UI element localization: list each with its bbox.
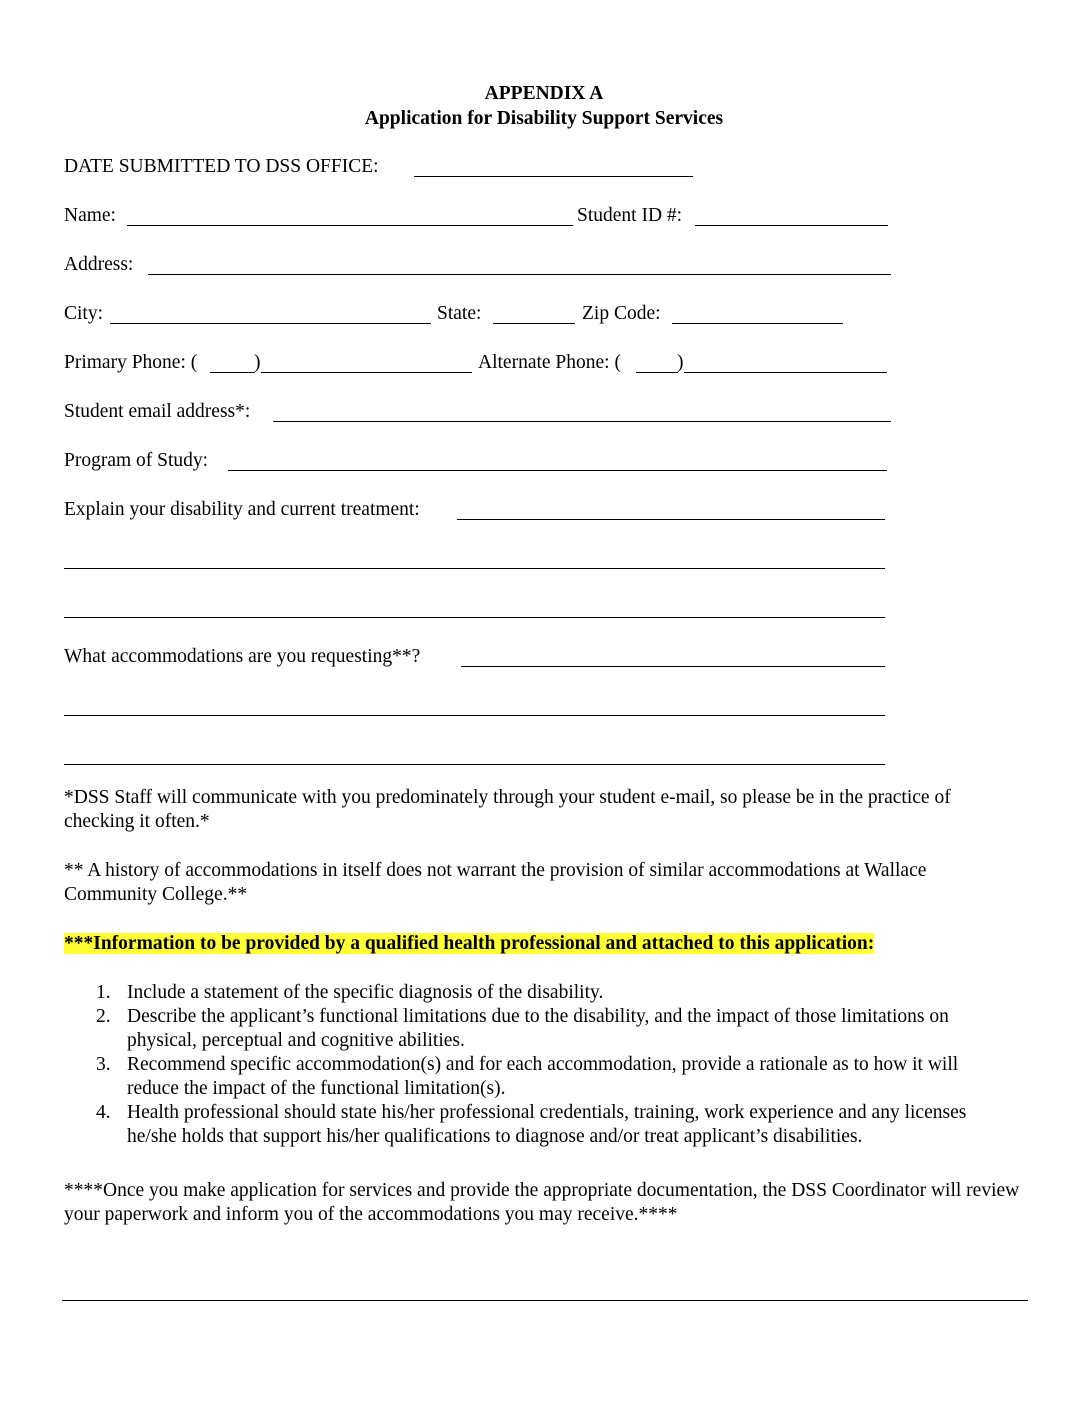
alternate-area-code-field[interactable] (636, 372, 678, 373)
requirements-list (64, 981, 1014, 1149)
name-label: Name: (64, 205, 116, 226)
accommodations-field-line-2[interactable] (64, 715, 885, 716)
address-label: Address: (64, 254, 134, 275)
program-label: Program of Study: (64, 450, 209, 471)
state-field[interactable] (493, 323, 575, 324)
disability-field-line-1[interactable] (457, 519, 885, 520)
disability-field-line-3[interactable] (64, 617, 885, 618)
disability-field-line-2[interactable] (64, 568, 885, 569)
primary-phone-field[interactable] (261, 372, 472, 373)
email-note: *DSS Staff will communicate with you predominately through your student e-mail, so please be in the practice of checking it often.* (64, 787, 951, 832)
primary-area-code-field[interactable] (210, 372, 255, 373)
primary-phone-label: Primary Phone: ( (64, 352, 198, 373)
footer-divider (62, 1300, 1028, 1301)
accommodations-label: What accommodations are you requesting**? (64, 646, 421, 667)
page-title: Application for Disability Support Services (364, 108, 724, 129)
date-submitted-field[interactable] (414, 176, 693, 177)
student-id-field[interactable] (695, 225, 888, 226)
state-label: State: (437, 303, 482, 324)
list-item: 4. Health professional should state his/her professional credentials, training, work experience and any licenses he/she holds that support his/her qualifications to diagnose and/or treat applicant’s disabilities. (96, 1102, 967, 1147)
student-id-label: Student ID #: (577, 205, 683, 226)
address-field[interactable] (148, 274, 891, 275)
highlighted-instruction: ***Information to be provided by a qualified health professional and attached to this application: (64, 933, 875, 954)
appendix-heading: APPENDIX A (484, 83, 604, 104)
alternate-phone-label: Alternate Phone: ( (478, 352, 621, 373)
history-note: ** A history of accommodations in itself does not warrant the provision of similar accommodations at Wallace Community College.** (64, 860, 927, 905)
disability-label: Explain your disability and current treatment: (64, 499, 420, 520)
name-field[interactable] (127, 225, 573, 226)
city-field[interactable] (110, 323, 431, 324)
program-field[interactable] (228, 470, 887, 471)
city-label: City: (64, 303, 104, 324)
accommodations-field-line-1[interactable] (461, 666, 885, 667)
email-field[interactable] (273, 421, 891, 422)
list-item: 2. Describe the applicant’s functional limitations due to the disability, and the impact of those limitations on physical, perceptual and cognitive abilities. (96, 1006, 949, 1051)
zip-field[interactable] (672, 323, 843, 324)
alternate-paren-close: ) (677, 352, 684, 373)
accommodations-field-line-3[interactable] (64, 764, 885, 765)
zip-label: Zip Code: (582, 303, 661, 324)
list-item: 1. Include a statement of the specific diagnosis of the disability. (96, 982, 604, 1003)
alternate-phone-field[interactable] (684, 372, 887, 373)
date-submitted-label: DATE SUBMITTED TO DSS OFFICE: (64, 156, 379, 177)
email-label: Student email address*: (64, 401, 251, 422)
primary-paren-close: ) (254, 352, 261, 373)
closing-note: ****Once you make application for services and provide the appropriate documentation, the DSS Coordinator will review your paperwork and inform you of the accommodations you may receive.**** (64, 1180, 1020, 1225)
list-item: 3. Recommend specific accommodation(s) and for each accommodation, provide a rationale as to how it will reduce the impact of the functional limitation(s). (96, 1054, 959, 1099)
health-professional-heading (64, 933, 874, 955)
